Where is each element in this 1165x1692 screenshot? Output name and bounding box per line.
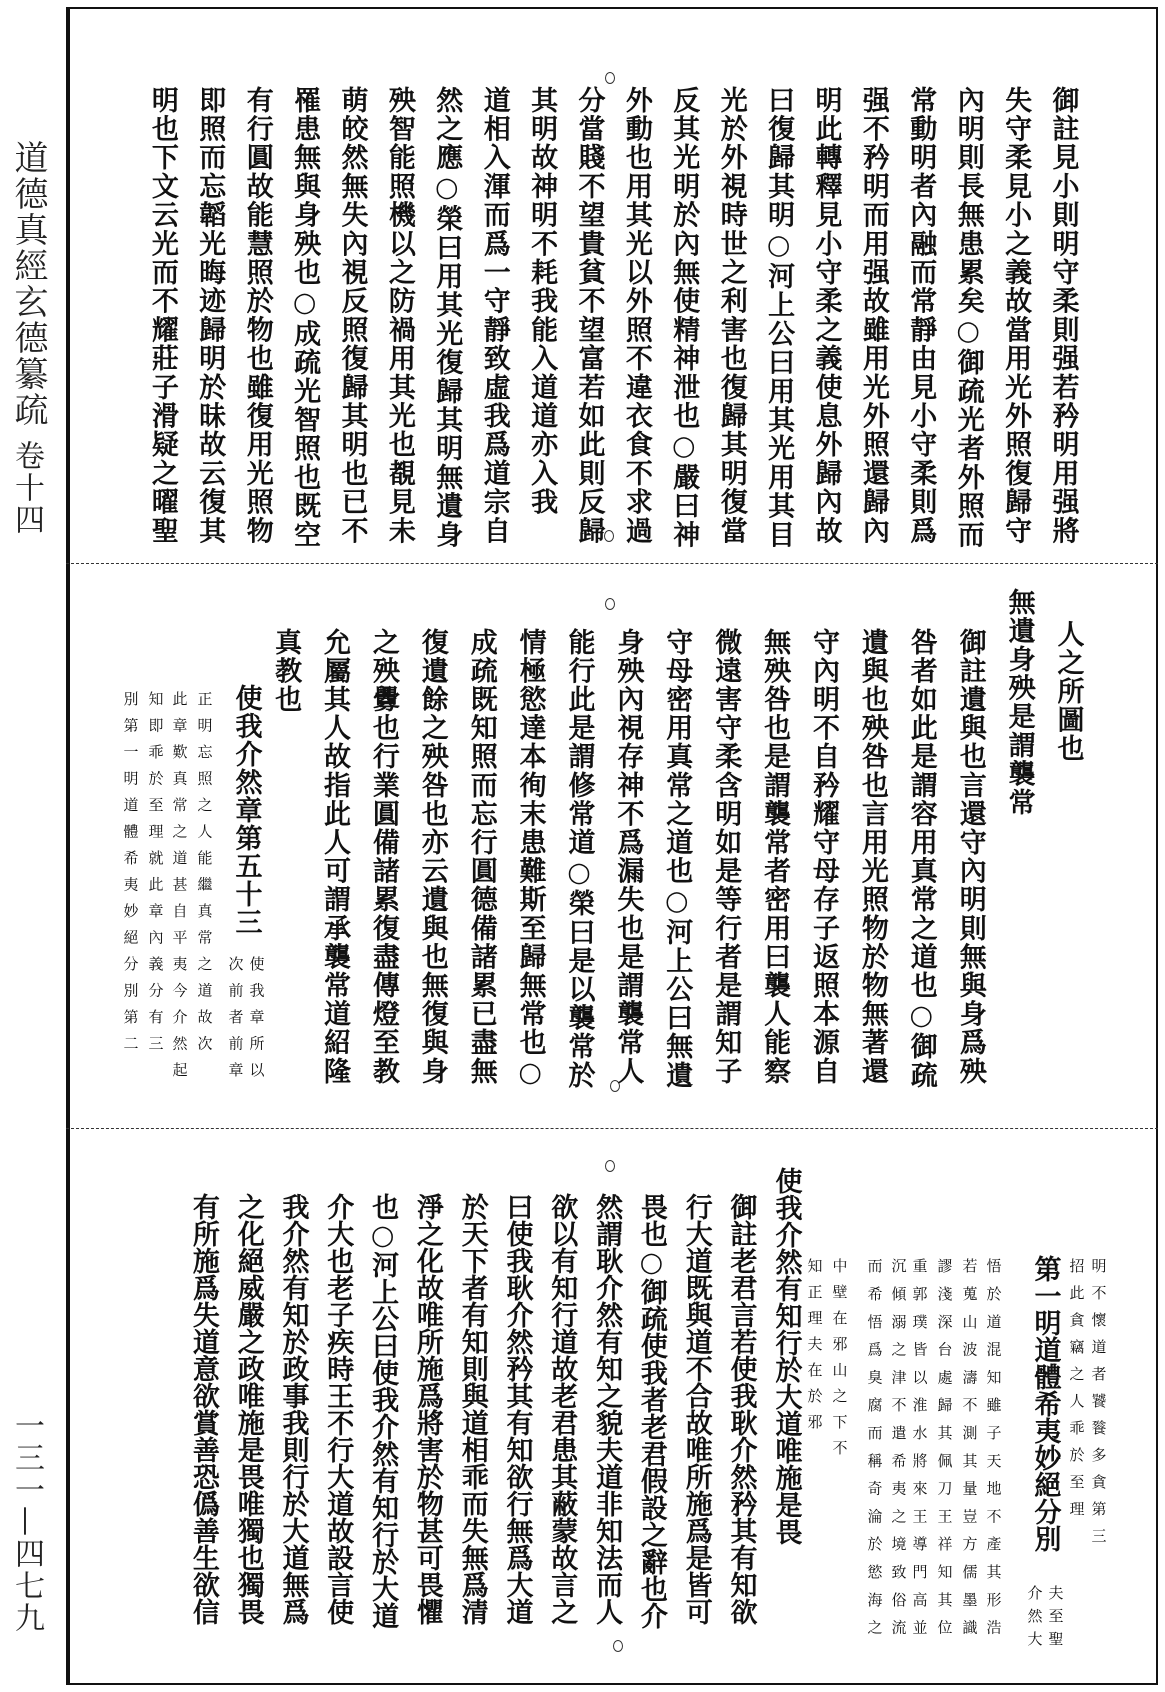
panel-3-main-column: 也○河上公曰使我介然有知行於大道: [367, 1193, 399, 1629]
panel-1-main-column: 罹患無與身殃也○成疏光智照也既空: [289, 86, 321, 550]
column-marker-icon: [613, 1640, 623, 1652]
panel-1-main-column: 有行圓故能慧照於物也雖復用光照物: [241, 86, 273, 546]
panel-2-note-column: 別第一明道體希夷妙絕分別第二: [121, 691, 140, 1062]
panel-3-main-column: 於天下者有知則與道相乖而失無爲清: [456, 1193, 488, 1625]
panel-1-main-column: 明也下文云光而不耀莊子滑疑之曜聖: [146, 86, 178, 546]
panel-2-main-column: 御註遺與也言還守內明則無與身爲殃: [954, 628, 986, 1086]
panel-2-main-column: 微遠害守柔含明如是等行者是謂知子: [710, 628, 742, 1086]
page-number: 一三一—四七九: [9, 1410, 44, 1634]
panel-1-main-column: 萌皎然無失內視反照復歸其明也已不: [336, 86, 368, 546]
panel-2-main-column: 守內明不自矜耀守母存子返照本源自: [808, 628, 839, 1086]
panel-3-note-column: 謬淺深台處歸其佩刀王祥知其位: [935, 1258, 954, 1648]
panel-3-note-column: 招此貪竊之人乖於至理: [1067, 1258, 1086, 1528]
fold-marker-icon: [605, 598, 615, 610]
panel-3-note-column: 明不懷道者饕餮多貪第三: [1089, 1258, 1108, 1555]
panel-1-main-column: 御註見小則明守柔則强若矜明用强將: [1047, 86, 1079, 546]
panel-2-note-column: 此章歎真常之道甚自平夷今介然起: [170, 691, 189, 1089]
panel-2-note-column: 次前者前章: [226, 956, 245, 1089]
panel-1-main-column: 失守柔見小之義故當用光外照復歸守: [1000, 86, 1032, 546]
panel-2-note-column: 正明忘照之人能繼真常之道故次: [195, 691, 214, 1062]
panel-2-main-column: 守母密用真常之道也○河上公曰無遺: [661, 628, 693, 1090]
panel-1-main-column: 然之應○榮曰用其光復歸其明無遺身: [431, 86, 463, 550]
panel-3-note-column: 若蒐山波濤不測其量豈方儒墨識: [960, 1258, 979, 1648]
fold-marker-icon: [605, 1160, 615, 1172]
panel-1-main-column: 光於外視時世之利害也復歸其明復當: [715, 86, 747, 546]
panel-3-note-column: 沉傾溺之津不遣希夷之境致俗流: [889, 1258, 908, 1648]
panel-3-note-column: 夫至聖: [1046, 1585, 1065, 1654]
column-marker-icon: [604, 530, 614, 542]
panel-1-main-column: 曰復歸其明○河上公曰用其光用其目: [763, 86, 795, 550]
panel-3-heading-column: 使我介然有知行於大道唯施是畏: [770, 1167, 802, 1545]
panel-3-note-column: 悟於道混知雖子天地不產其形浩: [984, 1258, 1003, 1648]
panel-2-main-column: 咎者如此是謂容用真常之道也○御疏: [905, 628, 937, 1090]
panel-3-main-column: 然謂耿介然有知之貌夫道非知法而人: [591, 1193, 623, 1625]
panel-1-main-column: 道相入渾而爲一守靜致虛我爲道宗自: [478, 86, 510, 546]
panel-3-main-column: 之化絕威嚴之政唯施是畏唯獨也獨畏: [232, 1193, 264, 1625]
panel-1-main-column: 殃智能照機以之防禍用其光也覩見未: [383, 86, 415, 546]
fold-marker-icon: [605, 72, 615, 84]
panel-3-note-column: 介然大: [1025, 1585, 1044, 1654]
panel-3-note-column: 重郭璞皆以淮水將來王導門高並: [910, 1258, 929, 1648]
panel-2-main-column: 情極慾達本徇末患難斯至歸無常也○: [514, 628, 546, 1090]
panel-divider: [66, 1128, 1158, 1129]
panel-3-note-column: 而希悟爲臭腐而稱奇淪於慾海之: [865, 1258, 884, 1648]
panel-3-main-column: 御註老君言若使我耿介然矜其有知欲: [725, 1193, 757, 1625]
panel-2-main-column: 人之所圖也: [1052, 620, 1084, 763]
panel-3-main-column: 有所施爲失道意欲賞善恐僞善生欲信: [187, 1193, 219, 1625]
panel-2-main-column: 無殃咎也是謂襲常者密用曰襲人能察: [759, 628, 791, 1086]
panel-1-main-column: 分當賤不望貴貧不望富若如此則反歸: [573, 86, 605, 546]
panel-divider: [66, 563, 1158, 564]
panel-2-main-column: 復遺餘之殃咎也亦云遺與也無復與身: [416, 628, 448, 1086]
panel-2-note-column: 知即乖於至理就此章內義分有三: [146, 691, 165, 1062]
panel-1-main-column: 其明故神明不耗我能入道道亦入我: [526, 86, 558, 517]
panel-3-main-column: 淨之化故唯所施爲將害於物甚可畏懼: [411, 1193, 443, 1625]
panel-1-main-column: 內明則長無患累矣○御疏光者外照而: [952, 86, 984, 550]
panel-2-main-column: 成疏既知照而忘行圓德備諸累已盡無: [465, 628, 497, 1086]
panel-1-main-column: 外動也用其光以外照不違衣食不求過: [620, 86, 652, 546]
panel-1-main-column: 常動明者內融而常靜由見小守柔則爲: [905, 86, 937, 546]
panel-2-main-column: 能行此是謂修常道○榮曰是以襲常於: [563, 628, 595, 1090]
panel-2-main-column: 身殃內視存神不爲漏失也是謂襲常人: [612, 628, 644, 1086]
panel-1-main-column: 明此轉釋見小守柔之義使息外歸內故: [810, 86, 842, 546]
panel-3-main-column: 介大也老子疾時王不行大道故設言使: [322, 1193, 354, 1625]
panel-2-main-column: 之殃釁也行業圓備諸累復盡傳燈至教: [367, 628, 399, 1086]
panel-3-main-column: 欲以有知行道故老君患其蔽蒙故言之: [546, 1193, 578, 1625]
panel-2-note-column: 使我章所以: [247, 956, 266, 1089]
panel-2-main-column: 允屬其人故指此人可謂承襲常道紹隆: [319, 628, 350, 1086]
panel-2-main-column: 真教也: [270, 628, 302, 714]
panel-3-main-column: 畏也○御疏使我者老君假設之辭也介: [635, 1193, 667, 1629]
panel-3-note-column: 知正理夫在於邪: [805, 1258, 824, 1440]
panel-3-main-column: 我介然有知於政事我則行於大道無爲: [277, 1193, 309, 1625]
panel-2-chapter-title-column: 使我介然章第五十三: [230, 684, 262, 936]
panel-3-main-column: 行大道既與道不合故唯所施爲是皆可: [680, 1193, 712, 1625]
panel-1-main-column: 强不矜明而用强故雖用光外照還歸內: [857, 86, 889, 546]
panel-1-main-column: 反其光明於內無使精神泄也○嚴曰神: [668, 86, 700, 550]
panel-1-main-column: 即照而忘韜光晦迹歸明於昧故云復其: [194, 86, 226, 546]
volume-label: 卷十四: [9, 440, 44, 536]
panel-2-main-column: 遺與也殃咎也言用光照物於物無著還: [856, 628, 888, 1086]
panel-3-main-column: 第一明道體希夷妙絕分別: [1029, 1255, 1061, 1552]
panel-2-heading-column: 無遺身殃是謂襲常: [1003, 588, 1035, 817]
panel-3-note-column: 中壁在邪山之下不: [830, 1258, 849, 1466]
panel-3-main-column: 曰使我耿介然矜其有知欲行無爲大道: [501, 1193, 533, 1625]
book-title: 道德真經玄德纂疏: [8, 140, 48, 428]
